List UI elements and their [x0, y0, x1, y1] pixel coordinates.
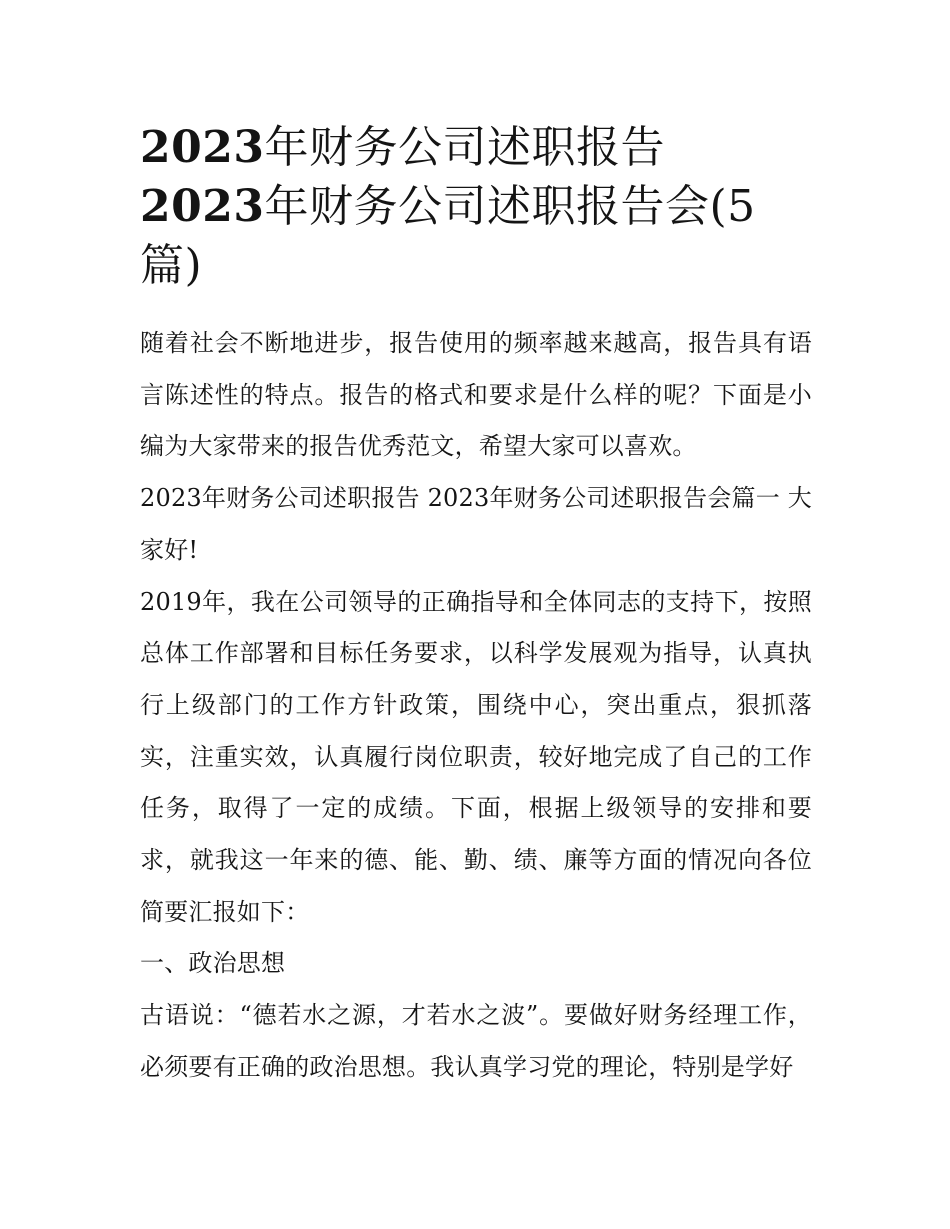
title-year: 2023 — [140, 122, 265, 173]
document-title — [140, 118, 812, 295]
title-line-1 — [140, 118, 812, 177]
report-paragraph: 2019年，我在公司领导的正确指导和全体同志的支持下，按照总体工作部署和目标任务要求，以科学发展观为指导，认真执行上级部门的工作方针政策，围绕中心，突出重点，狠抓落实，注重实效，认真履行岗位职责，较好地完成了自己的工作任务，取得了一定的成绩。下面，根据上级领导的安排和要求，就我这一年来的德、能、勤、绩、廉等方面的情况向各位简要汇报如下： — [140, 587, 812, 926]
section-heading: 一、政治思想 — [140, 949, 286, 978]
title-year: 2023 — [140, 181, 265, 232]
section-heading-paragraph: 2023年财务公司述职报告 2023年财务公司述职报告会篇一 大家好! — [140, 484, 812, 564]
intro-paragraph: 随着社会不断地进步，报告使用的频率越来越高，报告具有语言陈述性的特点。报告的格式和要求是什么样的呢？下面是小编为大家带来的报告优秀范文，希望大家可以喜欢。 — [140, 329, 812, 461]
title-line-2 — [140, 177, 812, 236]
title-text: 年财务公司述职报告 — [264, 122, 665, 173]
title-text: 年财务公司述职报告会(5 — [264, 181, 756, 232]
body-paragraph: 古语说：“德若水之源，才若水之波”。要做好财务经理工作，必须要有正确的政治思想。我认真学习党的理论，特别是学好 — [140, 1001, 812, 1081]
title-line-3 — [140, 236, 812, 295]
title-text: 篇) — [140, 240, 203, 291]
document-body — [140, 318, 812, 1094]
document-content — [140, 118, 812, 1094]
